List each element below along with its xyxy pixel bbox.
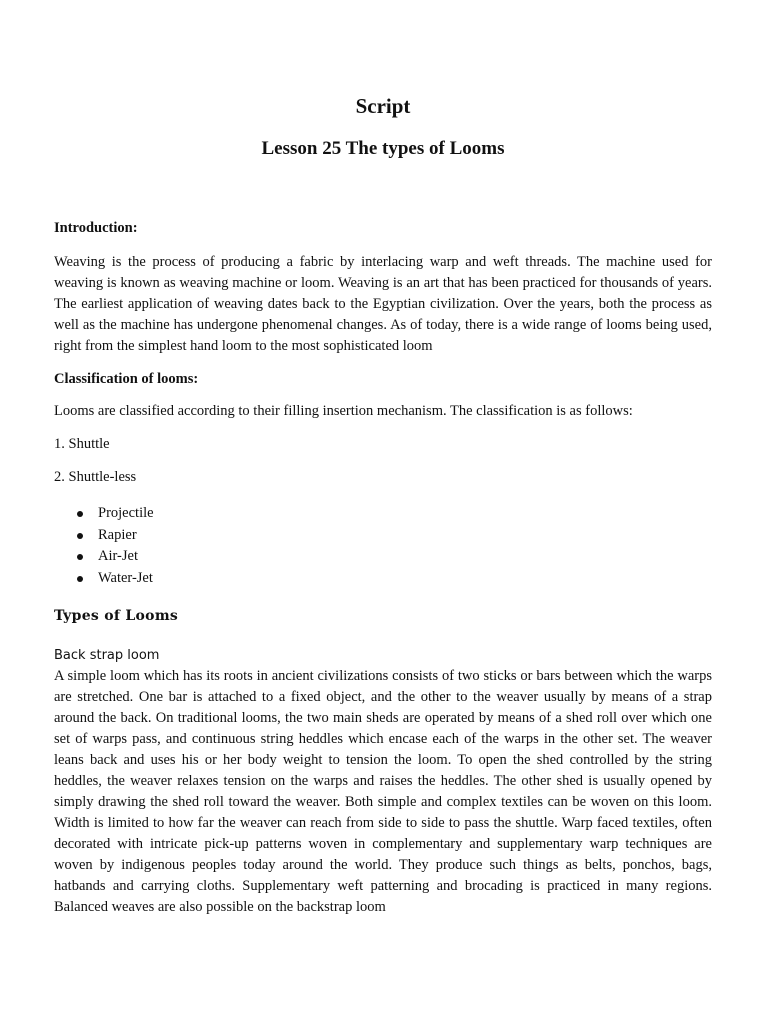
types-of-looms-heading: Types of Looms — [54, 608, 179, 624]
bullet-label: Rapier — [98, 526, 137, 543]
classification-heading: Classification of looms: — [54, 371, 199, 387]
classification-intro: Looms are classified according to their filling insertion mechanism. The classification is as follows: — [54, 403, 633, 419]
bullet-label: Air-Jet — [98, 548, 138, 565]
list-item-shuttle: 1. Shuttle — [54, 436, 110, 452]
bullet-item-water-jet — [54, 568, 154, 590]
introduction-heading: Introduction: — [54, 220, 138, 236]
back-strap-loom-heading: Back strap loom — [54, 648, 160, 663]
bullet-item-rapier — [54, 525, 154, 547]
list-item-shuttle-less: 2. Shuttle-less — [54, 469, 137, 485]
document-title: Script — [355, 94, 411, 118]
bullet-item-projectile — [54, 503, 154, 525]
back-strap-loom-paragraph: A simple loom which has its roots in ancient civilizations consists of two sticks or bars between which the warps are stretched. One bar is attached to a fixed object, and the other to the weaver usually by means of a strap around the back. On traditional looms, the two main sheds are operated by means of a shed roll over which one set of warps pass, and continuous string heddles which encase each of the warps in the other set. The weaver leans back and uses his or her body weight to tension the loom. To open the shed controlled by the string heddles, the weaver relaxes tension on the warps and raises the heddles. The other shed is usually opened by simply drawing the shed roll toward the weaver. Both simple and complex textiles can be woven on this loom. Width is limited to how far the weaver can reach from side to side to pass the shuttle. Warp faced textiles, often decorated with intricate pick-up patterns woven in complementary and supplementary warp techniques are woven by indigenous peoples today around the world. They produce such things as belts, ponchos, bags, hatbands and carrying cloths. Supplementary weft patterning and brocading is practiced in many regions. Balanced weaves are also possible on the backstrap loom — [54, 668, 712, 915]
bullet-icon — [77, 533, 83, 539]
shuttle-less-list — [54, 503, 154, 590]
bullet-label: Projectile — [98, 505, 154, 521]
bullet-label: Water-Jet — [98, 570, 153, 587]
bullet-icon — [77, 554, 83, 560]
introduction-paragraph: Weaving is the process of producing a fabric by interlacing warp and weft threads. The machine used for weaving is known as weaving machine or loom. Weaving is an art that has been practiced for thousands of years. The earliest application of weaving dates back to the Egyptian civilization. Over the years, both the process as well as the machine has undergone phenomenal changes. As of today, there is a wide range of looms being used, right from the simplest hand loom to the most sophisticated loom — [54, 254, 712, 354]
bullet-icon — [77, 511, 83, 517]
lesson-title: Lesson 25 The types of Looms — [261, 138, 505, 159]
bullet-item-air-jet — [54, 546, 154, 568]
bullet-icon — [77, 576, 83, 582]
